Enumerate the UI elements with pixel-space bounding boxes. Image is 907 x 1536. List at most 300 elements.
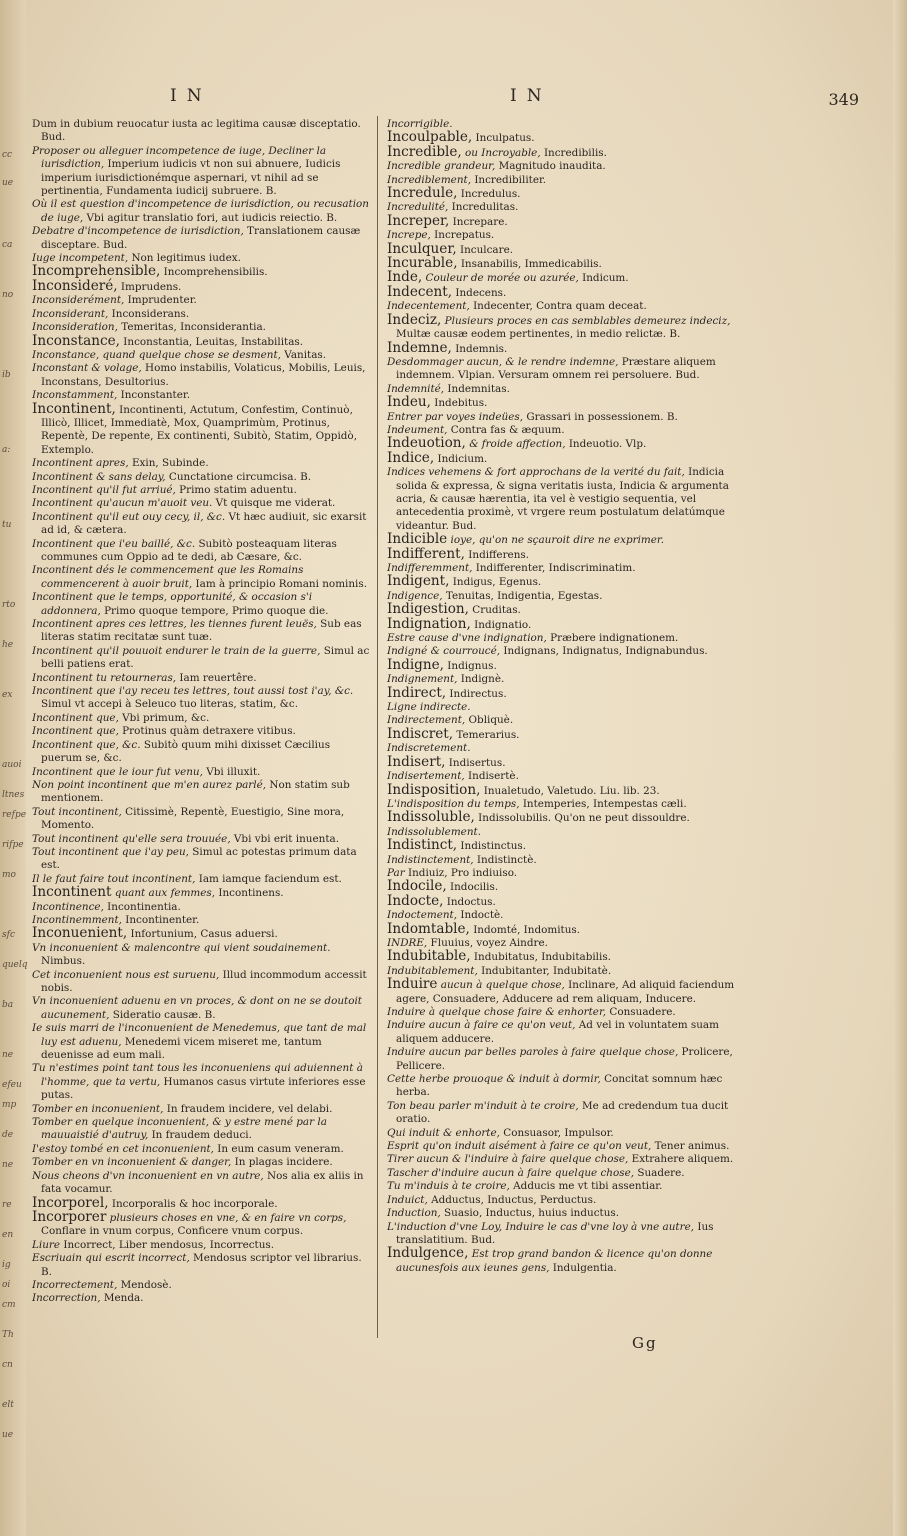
french-gloss: ou Incroyable, xyxy=(461,146,541,159)
latin-gloss: Inconstantia, Leuitas, Instabilitas. xyxy=(119,335,304,348)
headword: Indigestion, xyxy=(387,601,469,618)
latin-gloss: Incontinentia. xyxy=(103,900,181,913)
dictionary-entry xyxy=(387,632,743,645)
latin-gloss: Exin, Subinde. xyxy=(128,457,209,470)
margin-fragment: Th xyxy=(2,1330,14,1340)
page-number: 349 xyxy=(828,90,859,109)
dictionary-entry xyxy=(387,1100,743,1127)
headword: Incomprehensible, xyxy=(32,263,161,280)
latin-gloss: Indicium. xyxy=(434,452,488,465)
french-gloss: Incontinent que le iour fut venu, xyxy=(32,765,203,778)
latin-gloss: Indubitanter, Indubitatè. xyxy=(477,964,612,977)
latin-gloss: Temeritas, Inconsiderantia. xyxy=(117,321,266,334)
dictionary-entry xyxy=(32,564,372,591)
dictionary-entry xyxy=(387,187,743,201)
dictionary-entry xyxy=(387,143,743,160)
latin-gloss: Vt hæc audiuit, sic exarsit ad id, & cætera. xyxy=(41,510,367,537)
latin-gloss: Incredulitas. xyxy=(448,201,519,214)
latin-gloss: Simul ac potestas primum data est. xyxy=(41,845,357,872)
headword: Inconstance, xyxy=(32,332,120,349)
french-gloss: Vn inconuenient aduenu en vn proces, & dont on ne se doutoit aucunement, xyxy=(32,995,362,1021)
headword: Indocile, xyxy=(387,878,447,895)
french-gloss: Incontinent qu'aucun m'auoit veu. xyxy=(32,497,213,510)
headword: Indissoluble, xyxy=(387,809,475,826)
latin-gloss: Indifferens. xyxy=(464,548,530,561)
headword: Indisert, xyxy=(387,753,446,770)
dictionary-entry xyxy=(32,225,372,252)
latin-gloss: Indebitus. xyxy=(430,397,488,410)
french-gloss: Inconstance, quand quelque chose se desment, xyxy=(32,348,281,361)
latin-gloss: In plagas incidere. xyxy=(231,1156,333,1169)
margin-fragment: sfc xyxy=(2,930,15,940)
latin-gloss: Incontinenter. xyxy=(121,913,200,926)
dictionary-entry xyxy=(387,1006,743,1019)
latin-gloss: Suasio, Inductus, huius inductus. xyxy=(440,1207,620,1220)
latin-gloss: Menda. xyxy=(100,1292,144,1305)
latin-gloss: Subitò posteaquam literas communes cum Oppio ad te dedi, ab Cæsare, &c. xyxy=(41,537,337,563)
dictionary-entry xyxy=(387,449,743,466)
dictionary-entry xyxy=(32,400,372,458)
french-gloss: Indignement, xyxy=(387,673,458,686)
dictionary-entry xyxy=(387,311,743,342)
latin-gloss: Inconstanter. xyxy=(117,389,191,402)
latin-gloss: Iam à principio Romani nominis. xyxy=(192,577,368,590)
french-gloss: Indisertement, xyxy=(387,770,465,783)
dictionary-entry xyxy=(387,466,743,533)
latin-gloss: Prolicere, Pellicere. xyxy=(396,1046,733,1072)
latin-gloss: Incredibiliter. xyxy=(471,173,547,186)
french-gloss: Incorrectement, xyxy=(32,1278,118,1291)
dictionary-entry xyxy=(32,1292,372,1305)
latin-gloss: Imprudenter. xyxy=(124,294,197,307)
french-gloss: Tu n'estimes point tant tous les inconueniens qui aduiennent à l'homme, que ta vertu, xyxy=(32,1062,363,1088)
dictionary-entry xyxy=(32,886,372,900)
french-gloss: Inconstamment, xyxy=(32,389,118,402)
dictionary-entry xyxy=(387,1073,743,1100)
latin-gloss: Indemnis. xyxy=(451,342,508,355)
latin-gloss: Incorrect, Liber mendosus, Incorrectus. xyxy=(60,1238,275,1251)
french-gloss: Non point incontinent que m'en aurez parlé, xyxy=(32,778,267,791)
margin-fragment: ca xyxy=(2,240,13,250)
dictionary-entry xyxy=(32,779,372,806)
french-gloss: Incontinent qu'il pouuoit endurer le train de la guerre, xyxy=(32,644,321,657)
dictionary-entry xyxy=(387,920,743,937)
dictionary-entry xyxy=(32,294,372,307)
latin-gloss: Vbi agitur translatio fori, aut iudicis reiectio. B. xyxy=(83,211,338,224)
french-gloss: Nous cheons d'vn inconuenient en vn autre, xyxy=(32,1169,264,1182)
dictionary-entry xyxy=(32,1279,372,1292)
dictionary-entry xyxy=(32,511,372,538)
dictionary-entry xyxy=(387,854,743,867)
dictionary-entry xyxy=(32,901,372,914)
french-gloss: Incontinemment, xyxy=(32,913,122,926)
french-gloss: Cette herbe prouoque & induit à dormir, xyxy=(387,1073,601,1086)
french-gloss: Incontinent apres, xyxy=(32,457,129,470)
french-gloss: Tout incontinent qu'elle sera trouuée, xyxy=(32,832,231,845)
french-gloss: Tout incontinent que i'ay peu, xyxy=(32,845,189,858)
latin-gloss: Simul ac belli patiens erat. xyxy=(41,644,370,671)
french-gloss: Vn inconuenient & malencontre qui vient soudainement. xyxy=(32,941,331,954)
french-gloss: Entrer par voyes indeües, xyxy=(387,410,524,423)
signature-mark: Gg xyxy=(632,1334,658,1352)
latin-gloss: Indissolubilis. Qu'on ne peut dissouldre. xyxy=(474,812,690,825)
french-gloss: Tirer aucun & l'induire à faire quelque chose, xyxy=(387,1153,629,1166)
latin-gloss: Indecenter, Contra quam deceat. xyxy=(469,300,647,313)
dictionary-entry xyxy=(32,308,372,321)
french-gloss: Indecentement, xyxy=(387,300,470,313)
dictionary-entry xyxy=(32,118,372,145)
latin-gloss: Incredulus. xyxy=(457,188,521,201)
french-gloss: Incontinent que i'ay receu tes lettres, tout aussi tost i'ay, &c. xyxy=(32,685,354,698)
french-gloss: Inconstant & volage, xyxy=(32,362,142,375)
latin-gloss: Vbi primum, &c. xyxy=(118,711,210,724)
dictionary-entry xyxy=(387,1180,743,1193)
french-gloss: Indigné & courroucé, xyxy=(387,645,501,658)
latin-gloss: Cunctatione circumcisa. B. xyxy=(165,470,312,483)
margin-fragment: quelq xyxy=(2,960,28,970)
headword: Indecent, xyxy=(387,283,453,300)
latin-gloss: Indomté, Indomitus. xyxy=(469,923,581,936)
margin-fragment: en xyxy=(2,1230,14,1240)
latin-gloss: Indisertè. xyxy=(464,770,519,783)
latin-gloss: Sub eas literas statim recitatæ sunt tuæ. xyxy=(41,618,362,644)
latin-gloss: In fraudem deduci. xyxy=(148,1129,252,1142)
latin-gloss: Humanos casus virtute inferiores esse putas. xyxy=(41,1075,366,1102)
french-gloss: Increpe, xyxy=(387,229,431,242)
margin-fragment: ltnes xyxy=(2,790,25,800)
dictionary-entry xyxy=(32,362,372,389)
dictionary-entry xyxy=(387,1140,743,1153)
french-gloss: Indices vehemens & fort approchans de la verité du fait, xyxy=(387,466,685,479)
latin-gloss: Incredibilis. xyxy=(540,146,607,159)
headword: Indice, xyxy=(387,449,435,466)
latin-gloss: In eum casum veneram. xyxy=(213,1142,344,1155)
headword: Indifferent, xyxy=(387,545,465,562)
headword: Indulgence, xyxy=(387,1245,469,1262)
french-gloss: Induire aucun par belles paroles à faire quelque chose, xyxy=(387,1046,679,1059)
latin-gloss: Conflare in vnum corpus, Conficere vnum corpus. xyxy=(41,1225,304,1238)
dictionary-entry xyxy=(387,892,743,909)
french-gloss: Esprit qu'on induit aisément à faire ce qu'on veut, xyxy=(387,1140,652,1153)
dictionary-entry xyxy=(387,965,743,978)
margin-fragment: cc xyxy=(2,150,13,160)
french-gloss: I'estoy tombé en cet inconuenient, xyxy=(32,1142,214,1155)
latin-gloss: Protinus quàm detraxere vitibus. xyxy=(118,725,296,738)
dictionary-entry xyxy=(387,701,743,714)
french-gloss: Qui induit & enhorte, xyxy=(387,1126,500,1139)
dictionary-entry xyxy=(387,753,743,770)
headword: Indicible xyxy=(387,531,448,548)
latin-gloss: Indignans, Indignatus, Indignabundus. xyxy=(500,645,708,658)
french-gloss: Indoctement, xyxy=(387,909,458,922)
latin-gloss: Consuasor, Impulsor. xyxy=(499,1126,614,1139)
french-gloss: Plusieurs proces en cas semblables demeurez indeciz, xyxy=(441,314,731,327)
latin-gloss: Consuadere. xyxy=(606,1006,676,1018)
latin-gloss: Iam reuertêre. xyxy=(176,671,257,684)
dictionary-entry xyxy=(387,283,743,300)
margin-fragment: rifpe xyxy=(2,840,24,850)
dictionary-entry xyxy=(32,145,372,199)
french-gloss: Incorrigible. xyxy=(387,118,453,130)
dictionary-entry xyxy=(32,927,372,941)
dictionary-entry xyxy=(32,1208,372,1239)
dictionary-entry xyxy=(32,739,372,766)
french-gloss: Incredulité, xyxy=(387,201,449,214)
margin-fragment: oi xyxy=(2,1280,11,1290)
french-gloss: Indistinctement, xyxy=(387,853,474,866)
latin-gloss: Indocilis. xyxy=(446,881,499,894)
dictionary-entry xyxy=(32,942,372,969)
french-gloss: Incontinent que, xyxy=(32,725,119,738)
left-running-header: IN xyxy=(170,86,212,106)
latin-gloss: Indoctè. xyxy=(457,909,504,922)
latin-gloss: Indirectus. xyxy=(446,687,507,700)
french-gloss: Induict, xyxy=(387,1193,428,1206)
french-gloss: Indemnité, xyxy=(387,382,445,395)
dictionary-entry xyxy=(32,1062,372,1102)
latin-gloss: Adducis me vt tibi assentiar. xyxy=(509,1180,663,1193)
dictionary-entry xyxy=(387,545,743,562)
dictionary-entry xyxy=(387,656,743,673)
margin-fragment: mp xyxy=(2,1100,17,1110)
dictionary-entry xyxy=(32,1156,372,1169)
headword: Indignation, xyxy=(387,615,471,632)
margin-fragment: de xyxy=(2,1130,14,1140)
french-gloss: Tu m'induis à te croire, xyxy=(387,1180,510,1193)
latin-gloss: Increpatus. xyxy=(430,229,495,242)
latin-gloss: Indicum. xyxy=(578,272,629,285)
dictionary-entry xyxy=(32,1103,372,1116)
french-gloss: Induire aucun à faire ce qu'on veut, xyxy=(387,1019,576,1032)
french-gloss: Couleur de morée ou azurée, xyxy=(422,272,579,285)
dictionary-entry xyxy=(387,575,743,589)
french-gloss: quant aux femmes, xyxy=(111,887,216,900)
dictionary-entry xyxy=(32,538,372,565)
french-gloss: Incontinent apres ces lettres, les tiennes furent leuës, xyxy=(32,618,317,631)
dictionary-entry xyxy=(32,1022,372,1062)
latin-gloss: Cruditas. xyxy=(468,604,521,617)
latin-gloss: Iam iamque faciendum est. xyxy=(195,872,342,885)
margin-fragment: refpe xyxy=(2,810,27,820)
french-gloss: Indiscretement. xyxy=(387,742,471,755)
dictionary-entry xyxy=(32,1239,372,1252)
latin-gloss: Indignus. xyxy=(444,659,497,672)
latin-gloss: Me ad credendum tua ducit oratio. xyxy=(396,1099,729,1126)
dictionary-entry xyxy=(387,383,743,396)
latin-gloss: Multæ causæ eodem pertinentes, in medio relictæ. B. xyxy=(396,328,681,341)
headword: Indigent, xyxy=(387,573,450,590)
french-gloss: ioye, qu'on ne sçauroit dire ne exprimer. xyxy=(447,534,665,547)
dictionary-entry xyxy=(32,198,372,225)
left-page-edge xyxy=(0,0,26,1536)
dictionary-entry xyxy=(32,277,372,294)
dictionary-entry xyxy=(387,160,743,173)
dictionary-entry xyxy=(32,497,372,510)
latin-gloss: Concitat somnum hæc herba. xyxy=(396,1073,723,1099)
latin-gloss: Inculpatus. xyxy=(472,132,535,145)
dictionary-entry xyxy=(387,212,743,229)
latin-gloss: Dum in dubium reuocatur iusta ac legitima causæ disceptatio. Bud. xyxy=(32,118,361,144)
latin-gloss: Adductus, Inductus, Perductus. xyxy=(427,1193,597,1206)
dictionary-entry xyxy=(32,1143,372,1156)
dictionary-entry xyxy=(32,618,372,645)
french-gloss: Indifferemment, xyxy=(387,562,473,574)
headword: Inconsideré, xyxy=(32,277,118,294)
headword: Indeu, xyxy=(387,394,431,411)
headword: Indigne, xyxy=(387,656,444,673)
headword: Indocte, xyxy=(387,892,444,909)
latin-gloss: Menedemi vicem miseret me, tantum deuenisse ad eum mali. xyxy=(41,1035,322,1062)
latin-gloss: Suadere. xyxy=(634,1166,685,1179)
headword: Incorporer xyxy=(32,1208,107,1225)
french-gloss: Incontinence, xyxy=(32,900,104,913)
headword: Inculquer, xyxy=(387,240,457,257)
french-gloss: Incontinent & sans delay, xyxy=(32,470,166,483)
latin-gloss: Magnitudo inaudita. xyxy=(495,160,606,173)
french-gloss: Incredible grandeur, xyxy=(387,160,496,173)
french-gloss: Incontinent dés le commencement que les Romains commencerent à auoir bruit, xyxy=(32,564,304,590)
margin-fragment: ex xyxy=(2,690,13,700)
margin-fragment: tu xyxy=(2,520,12,530)
margin-fragment: mo xyxy=(2,870,16,880)
french-gloss: Incontinent que i'eu baillé, &c. xyxy=(32,537,196,550)
dictionary-entry xyxy=(32,645,372,672)
latin-gloss: Indeuotio. Vlp. xyxy=(565,438,647,451)
latin-gloss: Homo instabilis, Volaticus, Mobilis, Leuis, Inconstans, Desultorius. xyxy=(41,362,366,388)
headword: Indomtable, xyxy=(387,920,470,937)
french-gloss: L'induction d'vne Loy, Induire le cas d'vne loy à vne autre, xyxy=(387,1220,695,1233)
french-gloss: plusieurs choses en vne, & en faire vn corps, xyxy=(106,1211,347,1224)
latin-gloss: Translationem causæ disceptare. Bud. xyxy=(41,225,361,251)
margin-fragment: a: xyxy=(2,445,11,455)
dictionary-entry xyxy=(32,457,372,470)
dictionary-entry xyxy=(387,1221,743,1248)
french-gloss: Incontinent qu'il fut arriué, xyxy=(32,483,176,496)
latin-gloss: Extrahere aliquem. xyxy=(628,1153,734,1166)
latin-gloss: Non legitimus iudex. xyxy=(128,252,241,265)
margin-fragment: he xyxy=(2,640,14,650)
latin-gloss: Indiuiz, Pro indiuiso. xyxy=(404,866,518,879)
french-gloss: Liure xyxy=(32,1238,61,1251)
latin-gloss: Grassari in possessionem. B. xyxy=(523,410,678,423)
latin-gloss: Indignè. xyxy=(457,673,505,686)
latin-gloss: Inclinare, Ad aliquid faciendum agere, Consuadere, Adducere ad rem aliquam, Inducere. xyxy=(396,979,735,1005)
french-gloss: Escriuain qui escrit incorrect, xyxy=(32,1252,190,1265)
dictionary-entry xyxy=(32,685,372,712)
latin-gloss: Contra fas & æquum. xyxy=(447,423,565,436)
dictionary-entry xyxy=(387,437,743,451)
latin-gloss: Obliquè. xyxy=(465,714,514,727)
latin-gloss: Nos alia ex aliis in fata vocamur. xyxy=(41,1169,364,1196)
dictionary-entry xyxy=(32,725,372,738)
latin-gloss: In fraudem incidere, vel delabi. xyxy=(163,1102,333,1115)
french-gloss: Incontinent tu retourneras, xyxy=(32,671,177,684)
french-gloss: Tomber en inconuenient, xyxy=(32,1102,164,1115)
french-gloss: Ligne indirecte. xyxy=(387,701,471,714)
latin-gloss: Intemperies, Intempestas cæli. xyxy=(519,797,687,810)
dictionary-entry xyxy=(387,684,743,701)
french-gloss: Proposer ou alleguer incompetence de iuge, Decliner la iurisdiction, xyxy=(32,144,327,171)
french-gloss: Tascher d'induire aucun à faire quelque chose, xyxy=(387,1166,635,1179)
dictionary-entry xyxy=(32,995,372,1022)
margin-fragment: re xyxy=(2,1200,12,1210)
latin-gloss: Præbere indignationem. xyxy=(546,632,679,645)
headword: Indeciz, xyxy=(387,311,442,328)
dictionary-entry xyxy=(387,1167,743,1180)
latin-gloss: Incontinenti, Actutum, Confestim, Continuò, Illicò, Illicet, Immediatè, Mox, Quamprimùm, Protinus, Repentè, De repente, Ex continenti, Subitò, Statim, Oppidò, Extemplo. xyxy=(41,403,357,456)
french-gloss: Il le faut faire tout incontinent, xyxy=(32,872,196,885)
french-gloss: Induction, xyxy=(387,1207,441,1220)
right-page-edge xyxy=(893,0,907,1536)
latin-gloss: Præstare aliquem indemnem. Vlpian. Versuram omnem rei persoluere. Bud. xyxy=(396,355,716,382)
headword: Incurable, xyxy=(387,255,458,272)
latin-gloss: Subitò quum mihi dixisset Cæcilius puerum se, &c. xyxy=(41,738,331,765)
latin-gloss: Sideratio causæ. B. xyxy=(109,1008,216,1021)
latin-gloss: Vbi illuxit. xyxy=(202,765,261,778)
dictionary-entry xyxy=(32,766,372,779)
latin-gloss: Tener animus. xyxy=(651,1140,730,1153)
french-gloss: Indigence, xyxy=(387,589,443,602)
headword: Inde, xyxy=(387,269,423,286)
margin-fragment: auoi xyxy=(2,760,22,770)
dictionary-entry xyxy=(387,978,743,1006)
latin-gloss: Imprudens. xyxy=(117,280,182,293)
dictionary-entry xyxy=(387,1247,743,1275)
french-gloss: Incontinent que, xyxy=(32,711,119,724)
margin-fragment: cn xyxy=(2,1360,13,1370)
headword: Increper, xyxy=(387,212,450,229)
latin-gloss: Indistinctus. xyxy=(457,840,527,853)
latin-gloss: Indemnitas. xyxy=(444,382,510,395)
latin-gloss: Simul vt accepi à Seleuco tuo literas, statim, &c. xyxy=(41,698,299,711)
latin-gloss: Vt quisque me viderat. xyxy=(212,497,336,510)
latin-gloss: Indistinctè. xyxy=(473,853,537,866)
dictionary-entry xyxy=(387,1194,743,1207)
margin-fragment: ig xyxy=(2,1260,11,1270)
latin-gloss: Mendosus scriptor vel librarius. B. xyxy=(41,1252,362,1278)
latin-gloss: Temerarius. xyxy=(453,728,520,741)
french-gloss: Indubitablement, xyxy=(387,964,478,977)
headword: Indeuotion, xyxy=(387,435,466,452)
french-gloss: Induire à quelque chose faire & enhorter, xyxy=(387,1006,607,1018)
dictionary-entry xyxy=(32,471,372,484)
french-gloss: Tomber en vn inconuenient & danger, xyxy=(32,1156,232,1169)
latin-gloss: Primo statim aduentu. xyxy=(175,483,297,496)
column-divider xyxy=(377,116,378,1338)
french-gloss: Indissolublement. xyxy=(387,825,482,838)
latin-gloss: Incomprehensibilis. xyxy=(160,266,268,279)
headword: Incontinent, xyxy=(32,400,116,417)
french-gloss: Iuge incompetent, xyxy=(32,252,129,265)
latin-gloss: Increpare. xyxy=(449,215,508,228)
dictionary-entry xyxy=(387,356,743,383)
dictionary-entry xyxy=(32,332,372,349)
dictionary-entry xyxy=(32,1252,372,1279)
margin-fragment: ne xyxy=(2,1160,14,1170)
headword: Incoulpable, xyxy=(387,129,473,146)
headword: Indistinct, xyxy=(387,837,458,854)
french-gloss: Indirectement, xyxy=(387,714,466,727)
dictionary-entry xyxy=(32,969,372,996)
french-gloss: Par xyxy=(387,866,405,879)
french-gloss: Desdommager aucun, & le rendre indemne, xyxy=(387,355,619,368)
headword: Indirect, xyxy=(387,684,447,701)
french-gloss: Incorrection, xyxy=(32,1292,101,1305)
latin-gloss: Vbi vbi erit inuenta. xyxy=(230,832,339,845)
latin-gloss: Illud incommodum accessit nobis. xyxy=(41,968,367,994)
margin-fragment: rto xyxy=(2,600,16,610)
french-gloss: Estre cause d'vne indignation, xyxy=(387,632,547,645)
